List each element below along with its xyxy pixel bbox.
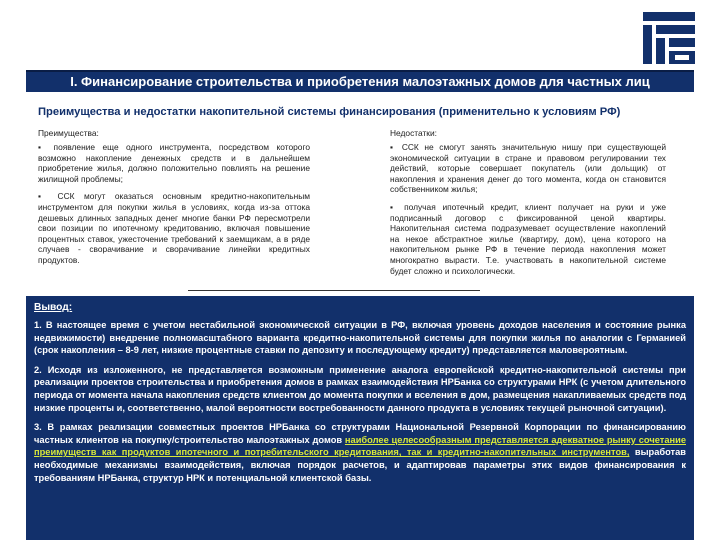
conclusion-highlight: наиболее целесообразным представляется адекватное рынку сочетание преимуществ как продуктов ипотечного и потребительского кредитования, так и кредитно-накопительных инструментов, bbox=[34, 434, 686, 458]
advantages-list bbox=[38, 142, 310, 273]
disadvantages-heading: Недостатки: bbox=[390, 128, 437, 138]
disadvantages-list bbox=[390, 142, 666, 283]
advantages-heading: Преимущества: bbox=[38, 128, 99, 138]
section-subtitle: Преимущества и недостатки накопительной системы финансирования (применительно к условиям РФ) bbox=[38, 106, 621, 118]
conclusion-point-3-lead: 3. В рамках реализации совместных проектов НРБанка со структурами Национальной Резервной Корпорации по финансированию частных клиентов на покупку/строительство малоэтажных домов bbox=[34, 422, 686, 445]
conclusion-point-3-tail: выработав необходимые механизмы взаимодействия, включая порядок расчетов, и адаптировав параметры этих видов финансирования к требованиям НРБанка, структур НРК и потенциальной клиентской базы. bbox=[34, 447, 686, 483]
slide-title: I. Финансирование строительства и приобретения малоэтажных домов для частных лиц bbox=[26, 70, 694, 92]
conclusion-point-3 bbox=[34, 421, 686, 484]
disadvantage-item: ▪ получая ипотечный кредит, клиент получает на руки и уже подписанный договор с фиксированной ценой квартиры. Накопительная система подразумевает осуществление накоплений на некое абстрактное жилье (квартиру, дом), цена которого на накопительном рынке РФ в течение периода накопления может многократно вырасти. Т.е. участвовать в накопительной системе будет сложно и психологически. bbox=[390, 201, 666, 276]
disadvantage-item: ▪ ССК не смогут занять значительную нишу при существующей экономической ситуации в стране и правовом регулировании тех действий, которые совершает покупатель (или дольщик) от накопления и хранения денег до того момента, когда он становится собственником жилья; bbox=[390, 142, 666, 195]
advantage-item: ▪ появление еще одного инструмента, посредством которого возможно накопление денежных средств и в дальнейшем приобретение жилья, должно положительно повлиять на решение жилищной проблемы; bbox=[38, 142, 310, 184]
conclusion-point-2: 2. Исходя из изложенного, не представляется возможным применение аналога европейской кредитно-накопительной системы при реализации проектов строительства и приобретения домов в рамках взаимодействия НРБанка со структурами НРК (с учетом длительного периода от момента начала накопления средств клиентом до момента покупки и вселения в дом, размещения накапливаемых средств под низкие проценты и, соответственно, малой вероятности востребованности данного продукта в условиях текущей рыночной ситуации). bbox=[34, 364, 686, 413]
conclusion-title: Вывод: bbox=[34, 302, 73, 313]
divider bbox=[188, 290, 480, 291]
advantage-item: ▪ ССК могут оказаться основным кредитно-накопительным инструментом для покупки жилья в условиях, когда из-за оттока дешевых длинных западных денег многие банки РФ пересмотрели свои позиции по ипотечному кредитованию, включая повышение процентных ставок, ужесточение требований к заемщикам, а в ряде случаев - сворачивание и сворачивание линейки кредитных продуктов. bbox=[38, 191, 310, 265]
conclusion-point-1: 1. В настоящее время с учетом нестабильной экономической ситуации в РФ, включая уровень доходов населения и состояние рынка недвижимости) внедрение полномасштабного варианта кредитно-накопительной системы для покупки жилья по аналогии с Германией (срок накопления – 8-9 лет, низкие процентные ставки по депозиту и последующему кредиту) представляется маловероятным. bbox=[34, 320, 686, 356]
bank-logo-icon bbox=[643, 12, 695, 64]
conclusion-panel bbox=[26, 296, 694, 540]
